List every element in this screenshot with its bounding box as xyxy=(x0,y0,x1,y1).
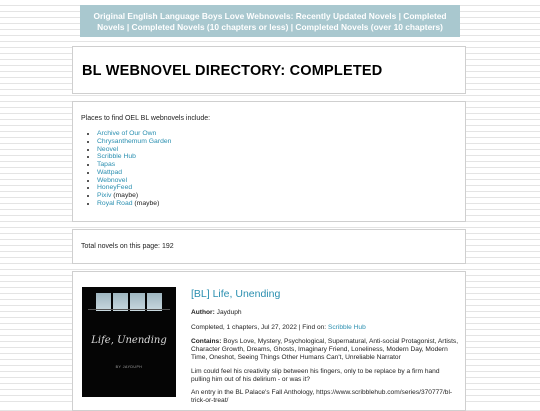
page-title-panel xyxy=(72,46,466,94)
site-nav-banner xyxy=(80,5,460,37)
nav-separator: | xyxy=(126,21,130,32)
novel-blurb: Lim could feel his creativity slip between his fingers, only to be replace by a firm hand pulling him out of his delirium - or was it? xyxy=(191,368,440,384)
list-item xyxy=(97,130,171,138)
novel-status: Completed, 1 chapters, Jul 27, 2022 | Find on: xyxy=(191,324,327,331)
contains-label: Contains: xyxy=(191,338,222,345)
list-item xyxy=(97,161,171,169)
place-link-webnovel[interactable]: Webnovel xyxy=(97,176,128,184)
list-item xyxy=(97,184,171,192)
places-list xyxy=(81,130,171,208)
list-item xyxy=(97,138,171,146)
places-intro: Places to find OEL BL webnovels include: xyxy=(81,115,211,122)
place-link-wattpad[interactable]: Wattpad xyxy=(97,168,123,176)
author-label: Author: xyxy=(191,309,215,316)
novel-tags xyxy=(191,338,459,363)
novel-title-link[interactable]: [BL] Life, Unending xyxy=(191,288,281,300)
list-item xyxy=(97,146,171,154)
novel-note: An entry in the BL Palace's Fall Anthology, https://www.scribblehub.com/series/370777/bl-trick-or-treat/ xyxy=(191,389,453,405)
list-item xyxy=(97,200,171,208)
place-link-neovel[interactable]: Neovel xyxy=(97,145,119,153)
page-title: BL WEBNOVEL DIRECTORY: COMPLETED xyxy=(82,63,383,79)
nav-link-recently-updated[interactable]: Recently Updated Novels xyxy=(295,11,397,21)
place-note: (maybe) xyxy=(134,199,160,207)
banner-prefix: Original English Language Boys Love Webnovels: xyxy=(93,11,294,21)
novel-status-line xyxy=(191,324,459,332)
list-item xyxy=(97,192,171,200)
total-panel xyxy=(72,229,466,264)
cover-title: Life, Unending xyxy=(91,335,167,346)
place-link-honeyfeed[interactable]: HoneyFeed xyxy=(97,184,133,192)
total-count: Total novels on this page: 192 xyxy=(81,243,174,250)
place-link-chrysanthemum-garden[interactable]: Chrysanthemum Garden xyxy=(97,137,172,145)
author-name: Jayduph xyxy=(216,309,242,316)
list-item xyxy=(97,169,171,177)
place-link-tapas[interactable]: Tapas xyxy=(97,161,116,168)
list-item xyxy=(97,177,171,185)
place-note: (maybe) xyxy=(113,192,139,199)
nav-link-completed-short[interactable]: Completed Novels (10 chapters or less) xyxy=(131,21,289,32)
place-link-ao3[interactable]: Archive of Our Own xyxy=(97,130,157,137)
nav-separator: | xyxy=(290,21,294,32)
place-link-pixiv[interactable]: Pixiv xyxy=(97,192,112,199)
list-item xyxy=(97,153,171,161)
nav-link-completed[interactable]: Completed Novels xyxy=(97,11,447,32)
place-link-royal-road[interactable]: Royal Road xyxy=(97,199,133,207)
cover-author: BY JAYDUPH xyxy=(115,365,143,369)
cover-art-branch xyxy=(88,309,170,310)
novel-cover-image[interactable] xyxy=(82,287,176,397)
places-panel xyxy=(72,101,466,222)
nav-link-completed-long[interactable]: Completed Novels (over 10 chapters) xyxy=(295,21,443,32)
find-on-link[interactable]: Scribble Hub xyxy=(327,324,366,331)
place-link-scribble-hub[interactable]: Scribble Hub xyxy=(97,153,136,161)
novel-author-line xyxy=(191,309,459,317)
novel-card xyxy=(72,271,466,411)
tags-text: Boys Love, Mystery, Psychological, Supernatural, Anti-social Protagonist, Artists, Character Growth, Dreams, Ghosts, Imaginary Friend, Loneliness, Modern Day, Modern Time, Oneshot, Seeing Things Other Humans Can't, Unreliable Narrator xyxy=(191,338,459,362)
nav-separator: | xyxy=(398,11,401,21)
